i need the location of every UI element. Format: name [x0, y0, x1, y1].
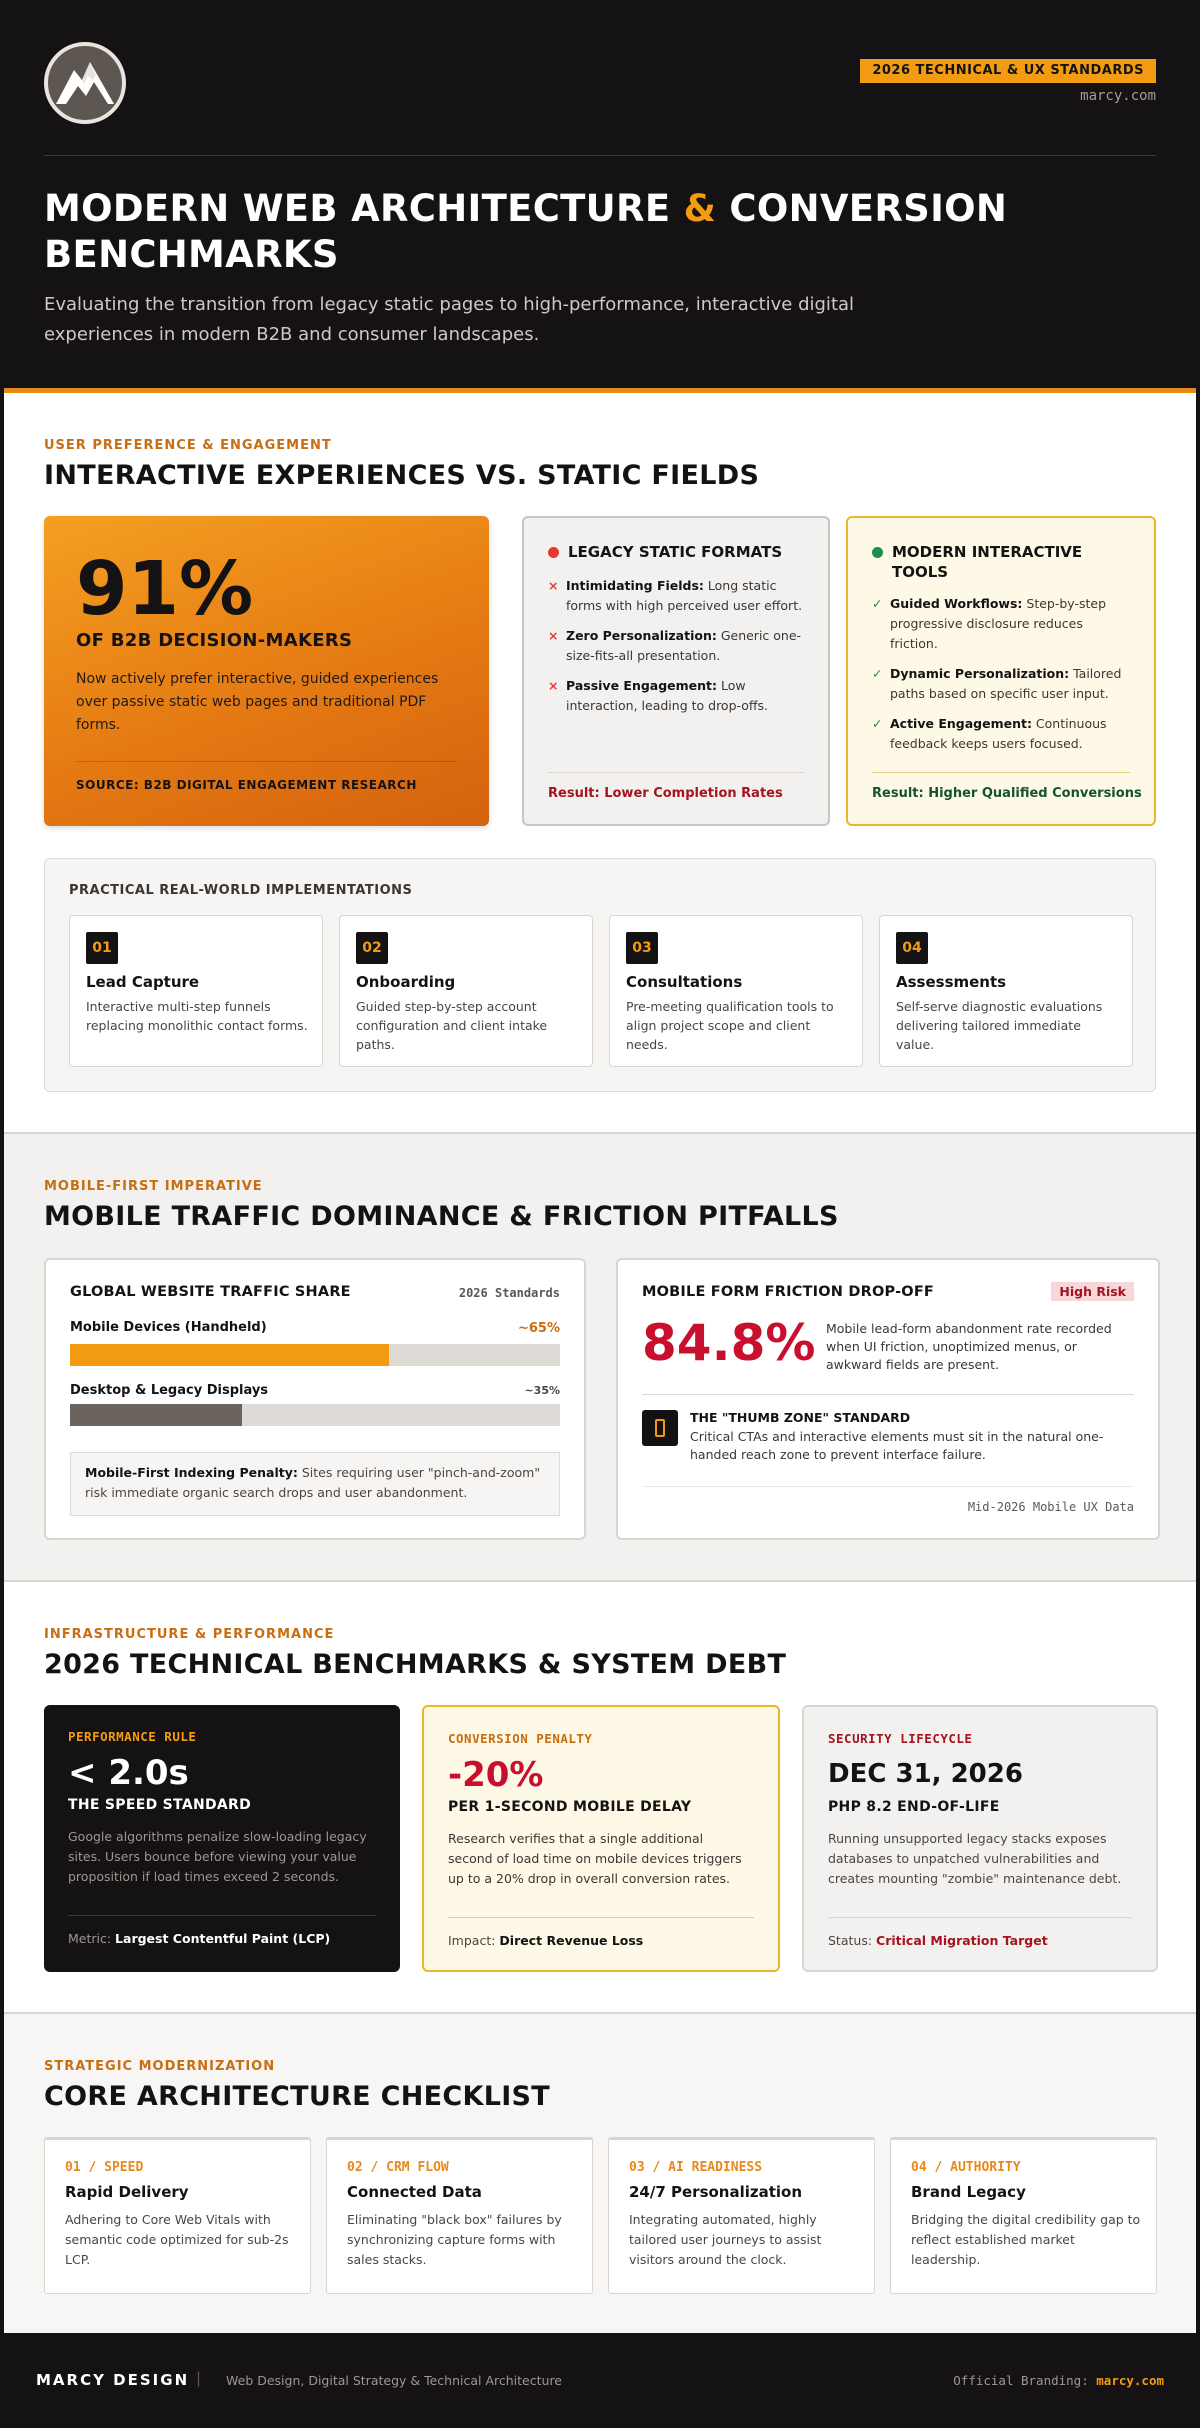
list-item [872, 594, 1134, 654]
modern-result: Result: Higher Qualified Conversions [872, 786, 1142, 801]
card-subtitle: PHP 8.2 END-OF-LIFE [828, 1799, 1000, 1815]
page-subtitle: Evaluating the transition from legacy static pages to high-performance, interactive digital experiences in modern B2B and consumer landscapes. [44, 294, 855, 345]
mountain-logo-icon [44, 42, 126, 124]
card-description: Research verifies that a single additional second of load time on mobile devices triggers up to a 20% drop in overall conversion rates. [448, 1831, 742, 1886]
friction-divider-2 [642, 1486, 1134, 1487]
section2-kicker: MOBILE-FIRST IMPERATIVE [44, 1179, 263, 1194]
section-divider [4, 1580, 1196, 1582]
card-text: Guided step-by-step account configuration and client intake paths. [356, 999, 548, 1052]
implementation-card [879, 915, 1133, 1067]
card-value: < 2.0s [68, 1753, 189, 1793]
list-item [548, 576, 808, 616]
modern-list [872, 594, 1134, 764]
footer-label: Impact: [448, 1933, 500, 1948]
check-icon: ✓ [872, 716, 883, 731]
cross-icon: × [548, 628, 559, 643]
branding-link[interactable]: marcy.com [1096, 2373, 1164, 2388]
footer-separator: | [196, 2369, 202, 2387]
item-bold: Zero Personalization: [566, 628, 717, 643]
footer [4, 2333, 1196, 2428]
section4-kicker: STRATEGIC MODERNIZATION [44, 2059, 276, 2074]
implementation-card [69, 915, 323, 1067]
check-icon: ✓ [872, 596, 883, 611]
traffic-share-panel [44, 1258, 586, 1540]
legacy-title-text: LEGACY STATIC FORMATS [568, 543, 783, 561]
item-text: Generic one-size-fits-all presentation. [566, 628, 802, 663]
item-bold: Passive Engagement: [566, 678, 718, 693]
card-kicker: 01 / SPEED [65, 2160, 144, 2175]
card-value: DEC 31, 2026 [828, 1759, 1023, 1789]
card-name: Onboarding [356, 973, 456, 991]
title-ampersand: & [683, 187, 717, 230]
section3-kicker: INFRASTRUCTURE & PERFORMANCE [44, 1627, 335, 1642]
list-item [548, 676, 808, 716]
item-bold: Guided Workflows: [890, 596, 1023, 611]
section3-title: 2026 TECHNICAL BENCHMARKS & SYSTEM DEBT [44, 1649, 787, 1680]
footer-tagline: Web Design, Digital Strategy & Technical Architecture [226, 2373, 562, 2388]
card-kicker: 04 / AUTHORITY [911, 2160, 1021, 2175]
card-name: 24/7 Personalization [629, 2183, 803, 2201]
footer-value: Direct Revenue Loss [499, 1933, 644, 1948]
red-dot-icon [548, 547, 559, 558]
penalty-text: Sites requiring user "pinch-and-zoom" risk immediate organic search drops and user abandonment. [85, 1465, 541, 1500]
conversion-penalty-card [422, 1705, 780, 1972]
implementations-panel [44, 858, 1156, 1092]
card-kicker: 02 / CRM FLOW [347, 2160, 449, 2175]
footer-label: Status: [828, 1933, 877, 1948]
phone-icon [642, 1410, 678, 1446]
card-name: Assessments [896, 973, 1007, 991]
card-text: Bridging the digital credibility gap to reflect established market leadership. [911, 2212, 1141, 2267]
desktop-bar-fill [70, 1404, 242, 1426]
thumb-zone-title: THE "THUMB ZONE" STANDARD [690, 1410, 911, 1425]
footer-value: Largest Contentful Paint (LCP) [115, 1931, 331, 1946]
card-number: 03 [626, 932, 658, 964]
item-bold: Active Engagement: [890, 716, 1032, 731]
card-name: Brand Legacy [911, 2183, 1026, 2201]
card-name: Connected Data [347, 2183, 482, 2201]
section4-title: CORE ARCHITECTURE CHECKLIST [44, 2081, 551, 2112]
checklist-card [326, 2137, 593, 2294]
card-value: -20% [448, 1755, 544, 1795]
risk-badge: High Risk [1051, 1282, 1134, 1301]
desktop-bar-value: ~35% [524, 1384, 560, 1397]
desktop-bar-label: Desktop & Legacy Displays [70, 1383, 269, 1398]
desktop-bar-track [70, 1404, 560, 1426]
card-text: Adhering to Core Web Vitals with semantic code optimized for sub-2s LCP. [65, 2212, 289, 2267]
implementation-card [339, 915, 593, 1067]
thumb-zone-text: Critical CTAs and interactive elements must sit in the natural one-handed reach zone to prevent interface failure. [690, 1429, 1104, 1462]
infographic-page [4, 0, 1196, 2428]
card-kicker: PERFORMANCE RULE [68, 1729, 197, 1744]
card-text: Pre-meeting qualification tools to align project scope and client needs. [626, 999, 834, 1052]
section1-title: INTERACTIVE EXPERIENCES VS. STATIC FIELDS [44, 460, 760, 491]
card-footer [828, 1933, 1048, 1948]
branding-label: Official Branding: [953, 2373, 1097, 2388]
card-name: Consultations [626, 973, 743, 991]
header-divider [44, 155, 1156, 156]
modern-divider [872, 772, 1130, 773]
list-item [872, 664, 1134, 704]
indexing-penalty-note [70, 1452, 560, 1516]
dropoff-value: 84.8% [642, 1314, 816, 1372]
modern-title [872, 542, 1134, 582]
section1-kicker: USER PREFERENCE & ENGAGEMENT [44, 438, 332, 453]
green-dot-icon [872, 547, 883, 558]
item-bold: Intimidating Fields: [566, 578, 704, 593]
stat-card-91 [44, 516, 489, 826]
official-branding [953, 2373, 1164, 2388]
item-text: Low interaction, leading to drop-offs. [566, 678, 769, 713]
header [4, 0, 1196, 393]
implementations-title: PRACTICAL REAL-WORLD IMPLEMENTATIONS [69, 883, 413, 898]
friction-title: MOBILE FORM FRICTION DROP-OFF [642, 1284, 935, 1300]
check-icon: ✓ [872, 666, 883, 681]
friction-panel [616, 1258, 1160, 1540]
legacy-divider [548, 772, 804, 773]
card-divider [68, 1915, 376, 1916]
list-item [548, 626, 808, 666]
title-part-2: CONVERSION BENCHMARKS [44, 187, 1008, 276]
card-description: Google algorithms penalize slow-loading legacy sites. Users bounce before viewing your value proposition if load times exceed 2 seconds. [68, 1829, 367, 1884]
dropoff-description: Mobile lead-form abandonment rate recorded when UI friction, unoptimized menus, or awkward fields are present. [826, 1321, 1112, 1372]
card-divider [828, 1917, 1132, 1918]
mobile-bar-value: ~65% [517, 1321, 560, 1336]
standards-badge: 2026 TECHNICAL & UX STANDARDS [860, 59, 1156, 83]
checklist-card [44, 2137, 311, 2294]
card-kicker: 03 / AI READINESS [629, 2160, 763, 2175]
card-name: Lead Capture [86, 973, 200, 991]
stat-description: Now actively prefer interactive, guided experiences over passive static web pages and traditional PDF forms. [76, 671, 439, 733]
section2-title: MOBILE TRAFFIC DOMINANCE & FRICTION PITFALLS [44, 1201, 839, 1232]
friction-footnote: Mid-2026 Mobile UX Data [967, 1500, 1134, 1514]
page-title [44, 186, 1044, 278]
card-text: Integrating automated, highly tailored user journeys to assist visitors around the clock. [629, 2212, 822, 2267]
card-subtitle: PER 1-SECOND MOBILE DELAY [448, 1799, 692, 1815]
security-lifecycle-card [802, 1705, 1158, 1972]
implementation-card [609, 915, 863, 1067]
cross-icon: × [548, 578, 559, 593]
stat-value: 91% [76, 546, 254, 632]
title-part-1: MODERN WEB ARCHITECTURE [44, 187, 671, 230]
stat-label: OF B2B DECISION-MAKERS [76, 630, 353, 651]
legacy-result: Result: Lower Completion Rates [548, 786, 783, 801]
traffic-tag: 2026 Standards [458, 1286, 560, 1300]
footer-value: Critical Migration Target [876, 1933, 1048, 1948]
penalty-bold: Mobile-First Indexing Penalty: [85, 1465, 298, 1480]
legacy-title [548, 542, 808, 562]
traffic-title: GLOBAL WEBSITE TRAFFIC SHARE [70, 1284, 351, 1300]
mobile-bar-track [70, 1344, 560, 1366]
legacy-list [548, 576, 808, 726]
footer-label: Metric: [68, 1931, 116, 1946]
card-kicker: CONVERSION PENALTY [448, 1731, 593, 1746]
list-item [872, 714, 1134, 754]
card-divider [448, 1917, 754, 1918]
card-kicker: SECURITY LIFECYCLE [828, 1731, 973, 1746]
item-text: Continuous feedback keeps users focused. [890, 716, 1107, 751]
checklist-card [608, 2137, 875, 2294]
stat-divider [76, 761, 457, 762]
card-name: Rapid Delivery [65, 2183, 189, 2201]
cross-icon: × [548, 678, 559, 693]
legacy-formats-card [522, 516, 830, 826]
card-number: 02 [356, 932, 388, 964]
item-text: Long static forms with high perceived user effort. [566, 578, 803, 613]
card-footer [68, 1931, 330, 1946]
modern-tools-card [846, 516, 1156, 826]
performance-rule-card [44, 1705, 400, 1972]
header-domain: marcy.com [1080, 88, 1156, 104]
card-footer [448, 1933, 643, 1948]
card-number: 04 [896, 932, 928, 964]
modern-title-text: MODERN INTERACTIVE TOOLS [892, 543, 1083, 581]
item-bold: Dynamic Personalization: [890, 666, 1070, 681]
mobile-bar-label: Mobile Devices (Handheld) [70, 1320, 267, 1335]
stat-source: SOURCE: B2B DIGITAL ENGAGEMENT RESEARCH [76, 778, 417, 792]
friction-divider [642, 1394, 1134, 1395]
card-subtitle: THE SPEED STANDARD [68, 1797, 252, 1813]
item-text: Step-by-step progressive disclosure reduces friction. [890, 596, 1107, 651]
checklist-card [890, 2137, 1157, 2294]
mobile-bar-fill [70, 1344, 389, 1366]
card-description: Running unsupported legacy stacks exposes databases to unpatched vulnerabilities and creates mounting "zombie" maintenance debt. [828, 1831, 1122, 1886]
card-text: Interactive multi-step funnels replacing monolithic contact forms. [86, 999, 308, 1033]
footer-brand: MARCY DESIGN [36, 2371, 190, 2389]
item-text: Tailored paths based on specific user input. [890, 666, 1122, 701]
card-number: 01 [86, 932, 118, 964]
card-text: Eliminating "black box" failures by synchronizing capture forms with sales stacks. [347, 2212, 562, 2267]
card-text: Self-serve diagnostic evaluations delivering tailored immediate value. [896, 999, 1103, 1052]
